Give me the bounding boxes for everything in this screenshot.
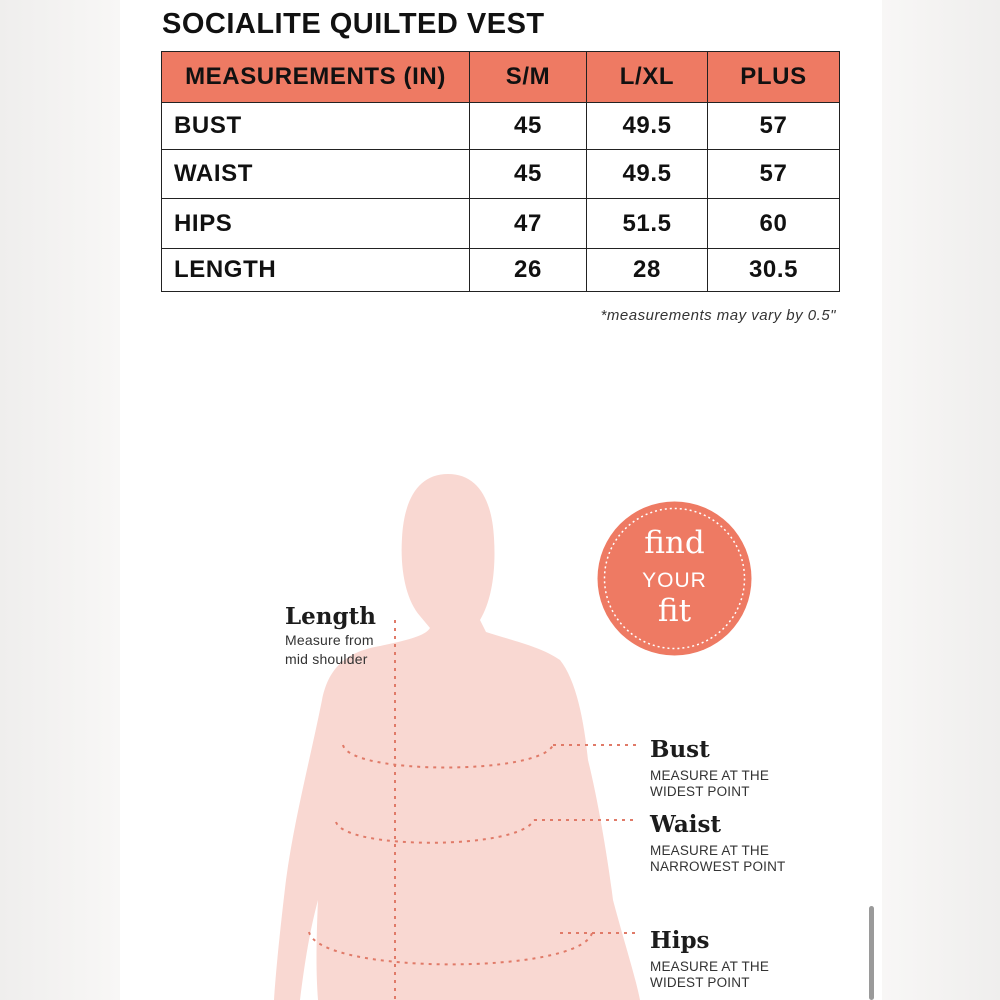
length-desc-1: Measure from: [285, 632, 374, 648]
bust-desc-2: WIDEST POINT: [650, 784, 750, 799]
badge-text-find: find: [644, 525, 705, 561]
hips-desc-1: MEASURE AT THE: [650, 959, 770, 974]
body-silhouette: [274, 474, 640, 1000]
bust-title: Bust: [650, 736, 710, 763]
badge-text-your: YOUR: [642, 569, 707, 592]
length-title: Length: [285, 603, 376, 630]
header-measurements: MEASUREMENTS (IN): [162, 52, 470, 103]
waist-title: Waist: [650, 811, 722, 838]
page-title: SOCIALITE QUILTED VEST: [162, 8, 545, 40]
waist-desc-1: MEASURE AT THE: [650, 843, 770, 858]
cell-sm: 45: [470, 150, 587, 199]
cell-lxl: 49.5: [587, 150, 708, 199]
badge-text-fit: fit: [657, 593, 692, 629]
row-label: HIPS: [162, 199, 470, 249]
hips-desc-2: WIDEST POINT: [650, 975, 750, 990]
scrollbar-thumb[interactable]: [869, 906, 874, 1000]
find-your-fit-badge: [597, 501, 752, 656]
bust-desc-1: MEASURE AT THE: [650, 768, 770, 783]
cell-plus: 60: [708, 199, 840, 249]
waist-desc-2: NARROWEST POINT: [650, 859, 786, 874]
cell-sm: 45: [470, 103, 587, 150]
header-plus: PLUS: [708, 52, 840, 103]
cell-plus: 57: [708, 150, 840, 199]
cell-lxl: 51.5: [587, 199, 708, 249]
cell-lxl: 28: [587, 249, 708, 292]
cell-sm: 47: [470, 199, 587, 249]
hips-title: Hips: [650, 927, 710, 954]
row-label: LENGTH: [162, 249, 470, 292]
row-label: BUST: [162, 103, 470, 150]
cell-lxl: 49.5: [587, 103, 708, 150]
cell-plus: 30.5: [708, 249, 840, 292]
header-lxl: L/XL: [587, 52, 708, 103]
row-label: WAIST: [162, 150, 470, 199]
cell-sm: 26: [470, 249, 587, 292]
cell-plus: 57: [708, 103, 840, 150]
header-sm: S/M: [470, 52, 587, 103]
length-desc-2: mid shoulder: [285, 651, 368, 667]
measurement-footnote: *measurements may vary by 0.5": [600, 307, 836, 324]
